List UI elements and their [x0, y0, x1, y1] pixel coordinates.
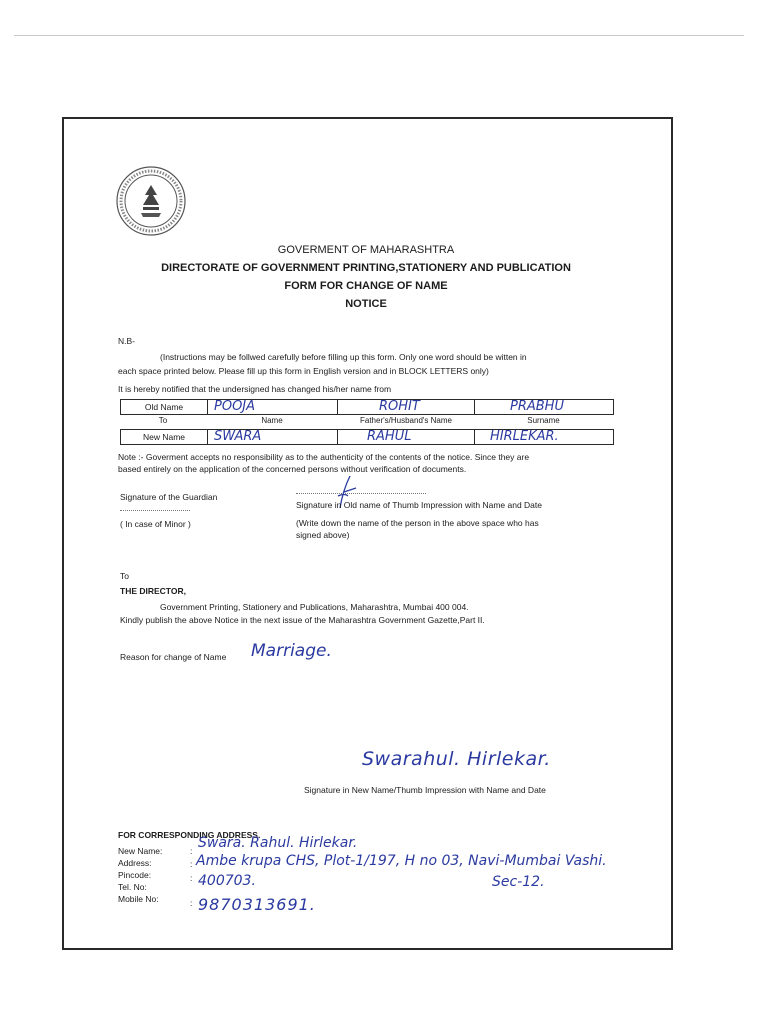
colon-4: :: [190, 898, 193, 908]
address-continuation: Sec-12.: [492, 874, 545, 890]
header-notice: NOTICE: [345, 298, 387, 310]
correspondence-title: FOR CORRESPONDING ADDRESS.: [118, 830, 261, 840]
new-signature-handwritten: Swarahul. Hirlekar.: [362, 748, 551, 770]
header-form-title: FORM FOR CHANGE OF NAME: [284, 280, 448, 292]
old-surname-value: PRABHU: [510, 399, 564, 414]
publish-request: Kindly publish the above Notice in the next issue of the Maharashtra Government Gazette,Part II.: [120, 615, 485, 625]
old-name-label: Old Name: [121, 400, 208, 414]
header-government: GOVERMENT OF MAHARASHTRA: [277, 244, 455, 256]
colon-1: :: [190, 846, 193, 856]
father-caption: Father's/Husband's Name: [360, 416, 452, 425]
director-title: THE DIRECTOR,: [120, 586, 186, 596]
colon-2: :: [190, 859, 193, 869]
address-field-label: Address:: [118, 858, 152, 868]
note-line1: Note :- Goverment accepts no responsibility as to the authenticity of the contents of the notice. Since they are: [118, 452, 530, 462]
new-name-value: Swara. Rahul. Hirlekar.: [198, 835, 358, 851]
header-directorate: DIRECTORATE OF GOVERNMENT PRINTING,STATIONERY AND PUBLICATION: [161, 262, 571, 274]
note-line2: based entirely on the application of the concerned persons without verification of documents.: [118, 464, 467, 474]
scan-top-edge: [14, 35, 744, 36]
form-frame: [62, 117, 673, 950]
mobile-field-label: Mobile No:: [118, 894, 159, 904]
surname-caption: Surname: [527, 416, 560, 425]
old-name-value: POOJA: [208, 400, 338, 414]
nb-label: N.B-: [118, 336, 135, 346]
name-caption: Name: [261, 416, 283, 425]
new-name-field-label: New Name:: [118, 846, 163, 856]
new-name-row: [120, 429, 614, 445]
tel-field-label: Tel. No:: [118, 882, 147, 892]
old-father-value: ROHIT: [339, 400, 475, 414]
write-down-line2: signed above): [296, 530, 350, 540]
to-caption: To: [158, 416, 168, 425]
new-surname-value: HIRLEKAR.: [490, 429, 559, 444]
new-name-value: SWARA: [208, 430, 338, 444]
guardian-signature-line: [120, 510, 190, 511]
old-signature-label: Signature in Old name of Thumb Impression with Name and Date: [296, 500, 542, 510]
instructions-line2: each space printed below. Please fill up this form in English version and in BLOCK LETTERS only): [118, 366, 489, 376]
instructions-line1: (Instructions may be follwed carefully before filling up this form. Only one word should be witten in: [160, 352, 527, 362]
director-address: Government Printing, Stationery and Publications, Maharashtra, Mumbai 400 004.: [160, 602, 469, 612]
notified-text: It is hereby notified that the undersigned has changed his/her name from: [118, 384, 392, 394]
pincode-value: 400703.: [198, 873, 256, 889]
colon-3: :: [190, 873, 193, 883]
new-name-label: New Name: [121, 430, 208, 444]
address-value: Ambe krupa CHS, Plot-1/197, H no 03, Navi-Mumbai Vashi.: [196, 853, 607, 869]
old-name-row: [120, 399, 614, 415]
mobile-value: 9870313691.: [198, 895, 316, 914]
new-signature-label: Signature in New Name/Thumb Impression with Name and Date: [304, 785, 546, 795]
reason-value: Marriage.: [251, 641, 332, 661]
reason-label: Reason for change of Name: [120, 652, 227, 662]
pincode-field-label: Pincode:: [118, 870, 152, 880]
old-signature-line: [296, 493, 426, 494]
new-father-value: RAHUL: [339, 430, 475, 444]
to-label: To: [120, 571, 129, 581]
guardian-signature-label: Signature of the Guardian: [120, 492, 218, 502]
minor-label: ( In case of Minor ): [120, 519, 191, 529]
write-down-line1: (Write down the name of the person in the above space who has: [296, 518, 539, 528]
government-seal-icon: [115, 165, 187, 237]
